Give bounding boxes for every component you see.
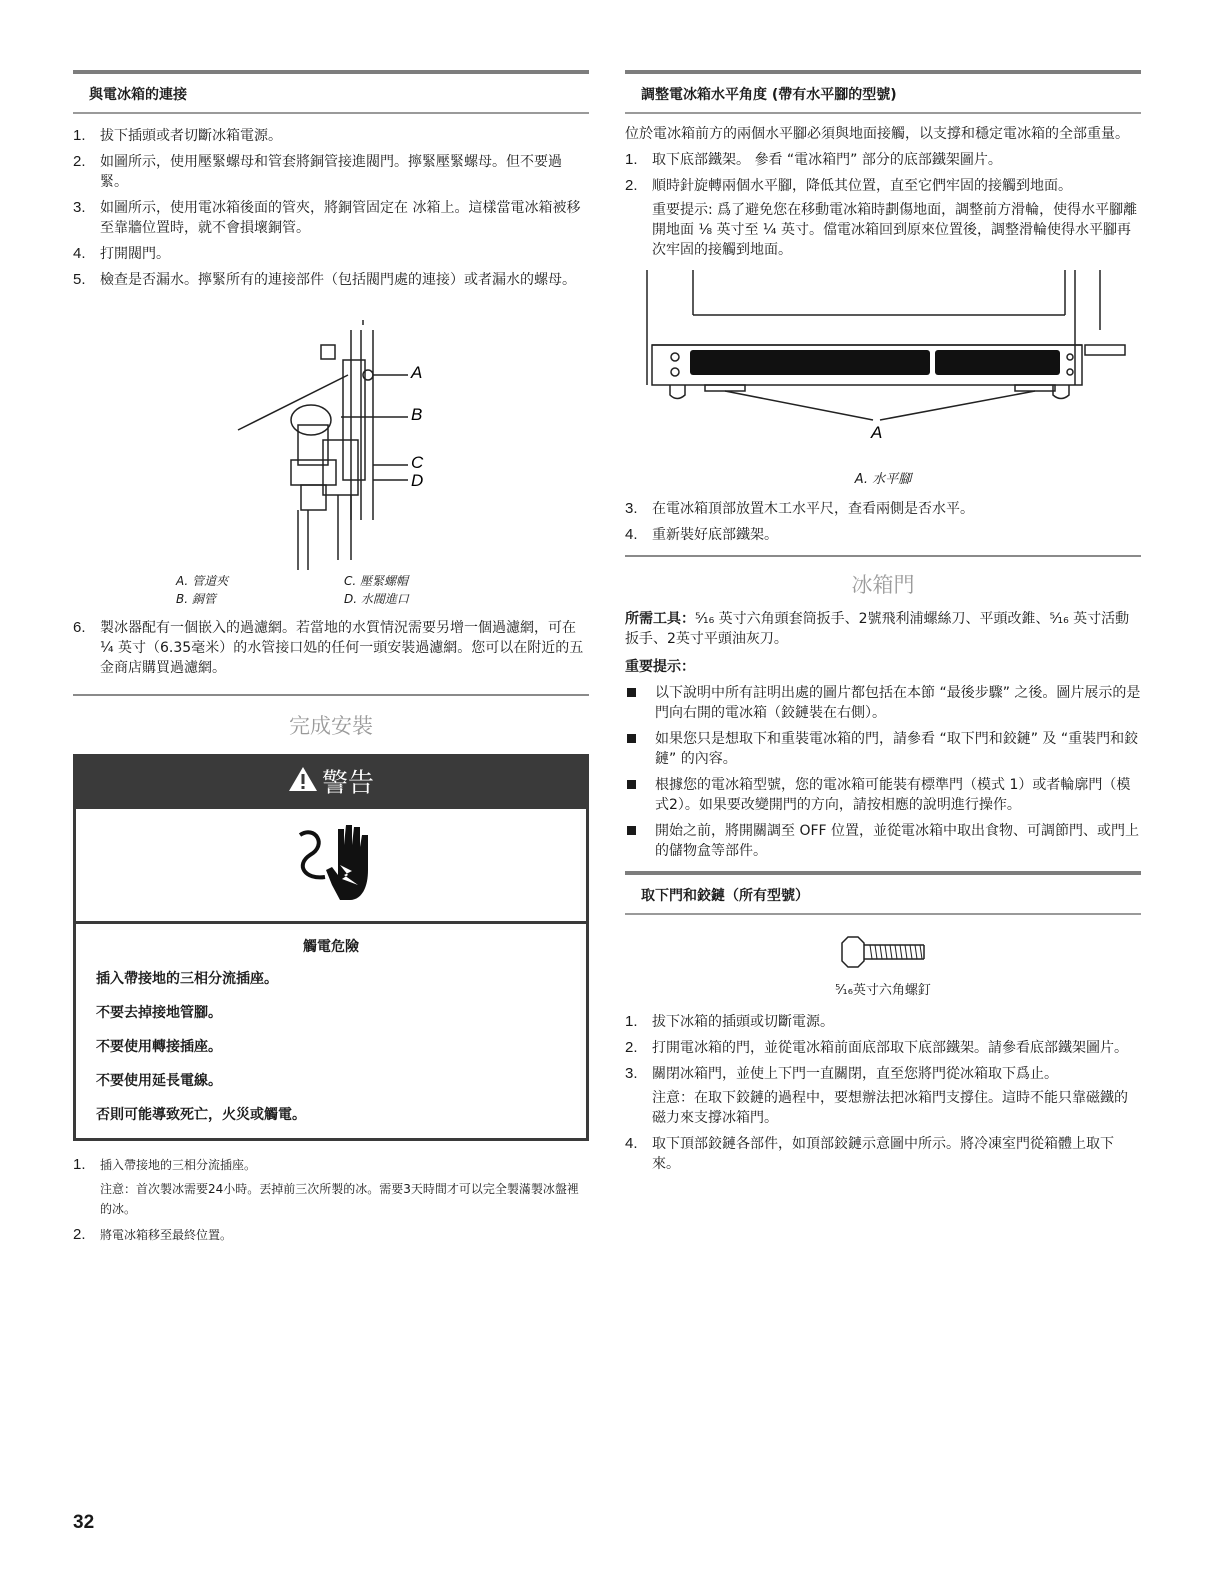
filter-step [73,618,589,678]
bullet-square-icon [627,826,636,835]
section-header-remove-door: 取下門和鉸鏈（所有型號） [625,871,1141,915]
warning-line: 不要去掉接地管腳。 [96,1005,222,1021]
list-item: 4. 重新裝好底部鐵架。 [625,526,778,543]
water-valve-figure [73,320,589,570]
warning-triangle-icon [288,758,318,810]
right-column [625,70,1141,1180]
warning-line: 插入帶接地的三相分流插座。 [96,971,278,987]
note-text: 注意：在取下鉸鏈的過程中，要想辦法把冰箱門支撐住。這時不能只靠磁鐵的磁力來支撐冰箱門。 [652,1090,1128,1126]
figure-caption: A. 水平腳 [854,472,912,487]
warning-icon-area [76,809,586,924]
legend-item: C. 壓緊螺帽 [344,574,409,588]
leveling-steps [625,150,1141,260]
list-item: 5. 檢查是否漏水。擰緊所有的連接部件（包括閥門處的連接）或者漏水的螺母。 [73,271,576,288]
list-item: 3. 如圖所示，使用電冰箱後面的管夾，將銅管固定在 冰箱上。這樣當電冰箱被移至靠牆位置時，就不會損壞銅管。 [73,199,581,236]
warning-label: 警告 [321,768,374,799]
warning-line: 不要使用延長電線。 [96,1073,222,1089]
warning-box [73,754,589,1141]
leveling-legs-illustration [625,270,1141,470]
list-item: 4. 取下頂部鉸鏈各部件，如頂部鉸鏈示意圖中所示。將冷凍室門從箱體上取下來。 [625,1135,1114,1172]
leveling-steps-2 [625,499,1141,545]
legend-item: A. 管道夾 [176,574,229,588]
water-valve-illustration [73,320,589,570]
hex-bolt-icon [838,935,928,969]
important-label: 重要提示： [625,659,695,675]
legend-item: B. 銅管 [176,592,216,606]
list-item: 1. 取下底部鐵架。 參看 “電冰箱門” 部分的底部鐵架圖片。 [625,151,1002,168]
figure-legend [73,572,589,612]
list-item: 開始之前，將開關調至 OFF 位置，並從電冰箱中取出食物、可調節門、或門上的儲物盒等部件。 [625,821,1141,861]
section-divider [625,555,1141,557]
list-item: 2. 將電冰箱移至最終位置。 [73,1226,233,1243]
list-item: 3. 在電冰箱頂部放置木工水平尺，查看兩側是否水平。 [625,500,974,517]
bullet-square-icon [627,734,636,743]
remove-door-steps [625,1012,1141,1174]
left-column [73,70,589,1251]
note-text: 注意：首次製冰需要24小時。丟掉前三次所製的冰。需要3天時間才可以完全製滿製冰盤裡的冰。 [100,1182,579,1216]
door-title: 冰箱門 [851,573,915,597]
important-bullets [625,683,1141,861]
bullet-square-icon [627,688,636,697]
figure-letter-d: D [411,471,424,490]
connect-steps [73,126,589,290]
leveling-legs-figure [625,270,1141,470]
list-item: 1. 拔下冰箱的插頭或切斷電源。 [625,1013,834,1030]
figure-letter-a: A [871,423,883,442]
warning-title: 觸電危險 [303,939,359,955]
figure-letter-c: C [411,453,424,472]
bullet-square-icon [627,780,636,789]
section-divider [73,694,589,696]
warning-header [76,757,586,809]
list-item: 3. 關閉冰箱門，並使上下門一直關閉，直至您將門從冰箱取下爲止。 注意：在取下鉸鏈的過程中，要想辦法把冰箱門支撐住。這時不能只靠磁鐵的磁力來支撐冰箱門。 [625,1064,1141,1128]
warning-body [76,924,586,1138]
section-header-connect: 與電冰箱的連接 [73,70,589,114]
figure-letter-b: B [411,405,423,424]
list-item: 1. 拔下插頭或者切斷冰箱電源。 [73,127,282,144]
page-number: 32 [73,1512,95,1533]
list-item: 如果您只是想取下和重裝電冰箱的門，請參看 “取下門和鉸鏈” 及 “重裝門和鉸鏈” 的內容。 [625,729,1141,769]
list-item: 2. 順時針旋轉兩個水平腳，降低其位置，直至它們牢固的接觸到地面。 重要提示: 爲了避免您在移動電冰箱時劃傷地面，調整前方滑輪，使得水平腳離開地面 ⅛ 英寸至 ¼ 英寸。儅電冰箱回到原來位置後，調整滑輪使得水平腳再次牢固的接觸到地面。 [625,176,1141,260]
list-item: 以下說明中所有註明出處的圖片都包括在本節 “最後步驟” 之後。圖片展示的是門向右開的電冰箱（鉸鏈裝在右側）。 [625,683,1141,723]
note-text: 重要提示: 爲了避免您在移動電冰箱時劃傷地面，調整前方滑輪，使得水平腳離開地面 ⅛ 英寸至 ¼ 英寸。儅電冰箱回到原來位置後，調整滑輪使得水平腳再次牢固的接觸到地面。 [652,202,1138,258]
list-item: 2. 如圖所示，使用壓緊螺母和管套將銅管接進閥門。擰緊壓緊螺母。但不要過緊。 [73,153,562,190]
list-item: 2. 打開電冰箱的門，並從電冰箱前面底部取下底部鐵架。請參看底部鐵架圖片。 [625,1039,1128,1056]
list-item: 6. 製冰器配有一個嵌入的過濾網。若當地的水質情況需要另增一個過濾網，可在 ¼ 英寸（6.35毫米）的水管接口処的任何一頭安裝過濾網。您可以在附近的五金商店購買過濾網。 [73,619,584,676]
list-item: 1. 插入帶接地的三相分流插座。 注意：首次製冰需要24小時。丟掉前三次所製的冰。需要3天時間才可以完全製滿製冰盤裡的冰。 [73,1155,589,1219]
bolt-caption: ⁵⁄₁₆英寸六角螺釘 [835,983,931,998]
figure-letter-a: A [411,363,423,382]
tools-paragraph: 所需工具：⁵⁄₁₆ 英寸六角頭套筒扳手、2號飛利浦螺絲刀、平頭改錐、⁵⁄₁₆ 英寸活動扳手、2英寸平頭油灰刀。 [625,611,1130,647]
hex-bolt-figure [625,935,1141,973]
warning-line: 不要使用轉接插座。 [96,1039,222,1055]
section-header-leveling: 調整電冰箱水平角度 (帶有水平腳的型號) [625,70,1141,114]
electric-shock-hand-icon [280,815,400,915]
final-steps [73,1155,589,1245]
complete-install-title: 完成安裝 [289,714,373,738]
list-item: 4. 打開閥門。 [73,245,170,262]
warning-line: 否則可能導致死亡，火災或觸電。 [96,1107,306,1123]
list-item: 根據您的電冰箱型號，您的電冰箱可能裝有標準門（模式 1）或者輪廓門（模式2）。如果要改變開門的方向，請按相應的說明進行操作。 [625,775,1141,815]
legend-item: D. 水閥進口 [344,592,409,606]
leveling-intro: 位於電冰箱前方的兩個水平腳必須與地面接觸，以支撐和穩定電冰箱的全部重量。 [625,126,1129,142]
